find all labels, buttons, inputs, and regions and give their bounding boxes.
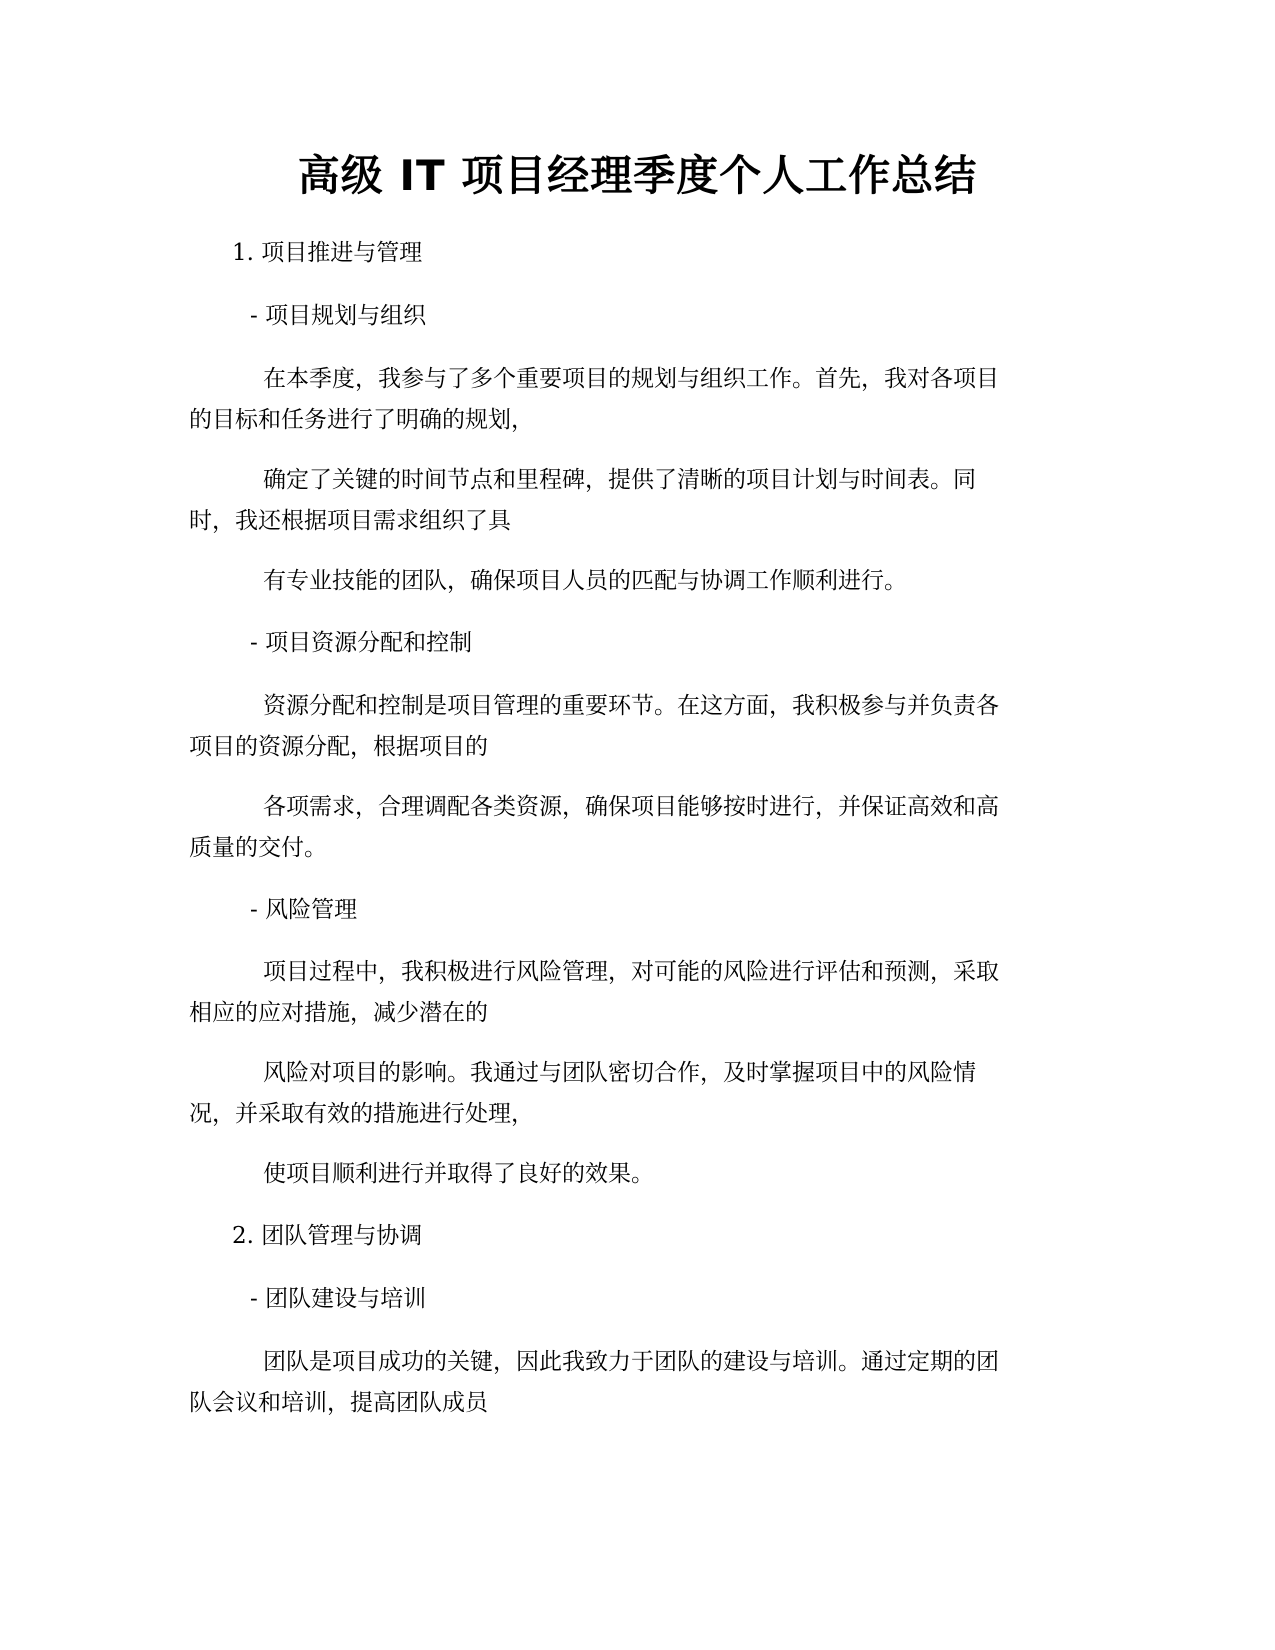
paragraph-line: 的目标和任务进行了明确的规划， (189, 407, 534, 433)
paragraph-line: 团队是项目成功的关键，因此我致力于团队的建设与培训。通过定期的团 (263, 1349, 999, 1375)
paragraph-line: 使项目顺利进行并取得了良好的效果。 (263, 1161, 654, 1187)
document-title: 高级 IT 项目经理季度个人工作总结 (297, 151, 978, 200)
paragraph-line: 风险对项目的影响。我通过与团队密切合作，及时掌握项目中的风险情 (263, 1060, 976, 1086)
paragraph-line: 况，并采取有效的措施进行处理， (189, 1101, 534, 1127)
paragraph-line: 队会议和培训，提高团队成员 (189, 1390, 488, 1416)
paragraph-line: 有专业技能的团队，确保项目人员的匹配与协调工作顺利进行。 (263, 568, 907, 594)
paragraph-line: 各项需求，合理调配各类资源，确保项目能够按时进行，并保证高效和高 (263, 794, 999, 820)
paragraph-line: 在本季度，我参与了多个重要项目的规划与组织工作。首先，我对各项目 (263, 366, 999, 392)
subsection-heading-team-building: - 团队建设与培训 (250, 1286, 427, 1312)
section-heading-1: 1. 项目推进与管理 (232, 240, 423, 266)
paragraph-line: 质量的交付。 (189, 835, 327, 861)
paragraph-line: 相应的应对措施，减少潜在的 (189, 1000, 488, 1026)
subsection-heading-planning: - 项目规划与组织 (250, 303, 427, 329)
paragraph-line: 项目过程中，我积极进行风险管理，对可能的风险进行评估和预测，采取 (263, 959, 999, 985)
subsection-heading-resources: - 项目资源分配和控制 (250, 630, 473, 656)
paragraph-line: 资源分配和控制是项目管理的重要环节。在这方面，我积极参与并负责各 (263, 693, 999, 719)
section-heading-2: 2. 团队管理与协调 (232, 1223, 423, 1249)
paragraph-line: 时，我还根据项目需求组织了具 (189, 508, 511, 534)
paragraph-line: 项目的资源分配，根据项目的 (189, 734, 488, 760)
subsection-heading-risk: - 风险管理 (250, 897, 358, 923)
paragraph-line: 确定了关键的时间节点和里程碑，提供了清晰的项目计划与时间表。同 (263, 467, 976, 493)
